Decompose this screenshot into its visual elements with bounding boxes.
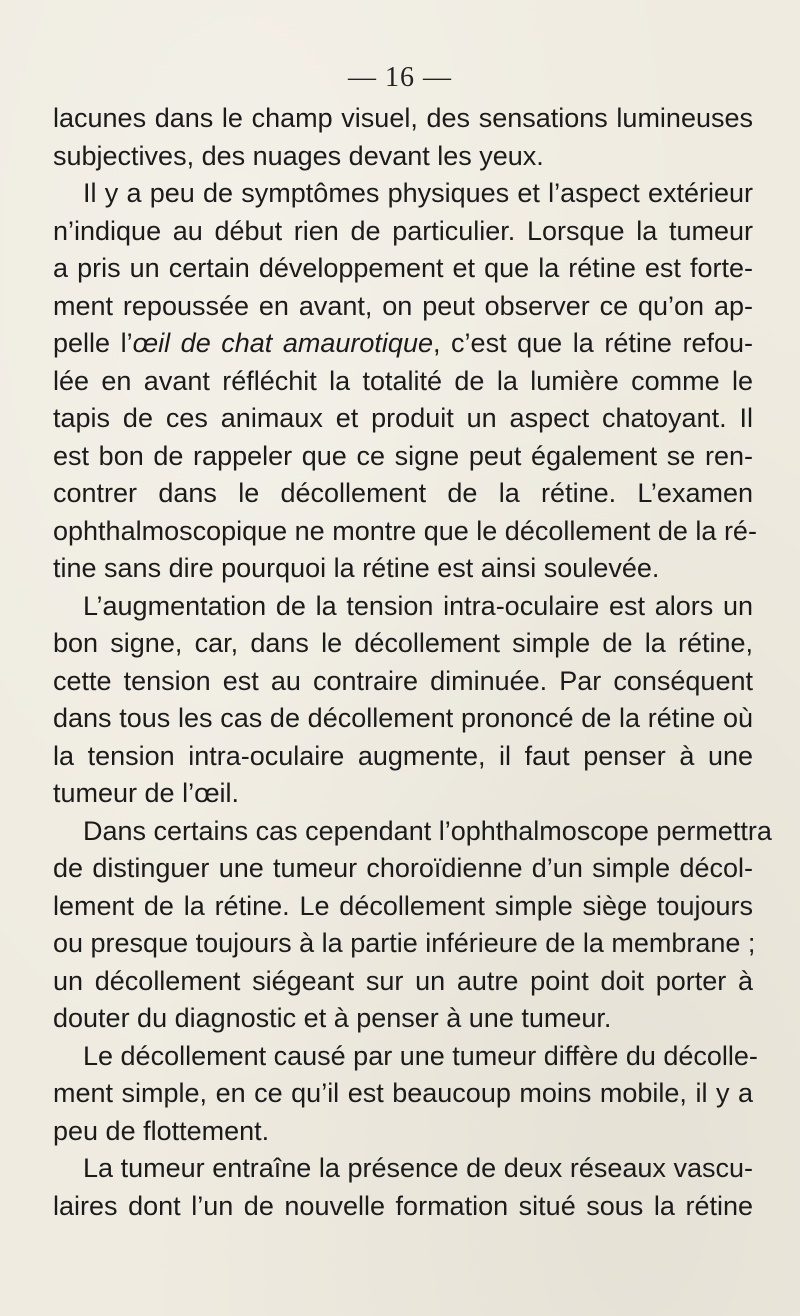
text-segment: pelle l’ (53, 328, 133, 358)
text-line (53, 325, 753, 363)
text-line: ment repoussée en avant, on peut observer ce qu’on ap- (53, 290, 753, 321)
text-line: la tension intra-oculaire augmente, il faut penser à une (53, 740, 753, 771)
text-line: laires dont l’un de nouvelle formation situé sous la rétine (53, 1190, 753, 1221)
text-line: ophthalmoscopique ne montre que le décollement de la ré- (53, 515, 757, 546)
text-line: peu de flottement. (53, 1115, 270, 1146)
text-line: cette tension est au contraire diminuée. Par conséquent (53, 665, 753, 696)
text-line: subjectives, des nuages devant les yeux. (53, 140, 544, 171)
text-line: lement de la rétine. Le décollement simple siège toujours (53, 890, 753, 921)
text-line: tumeur de l’œil. (53, 778, 240, 808)
text-line: L’augmentation de la tension intra-oculaire est alors un (83, 590, 753, 621)
text-segment: , c’est que la rétine refou- (432, 328, 753, 358)
text-line: Dans certains cas cependant l’ophthalmoscope permettra (83, 815, 772, 846)
text-line: Le décollement causé par une tumeur diffère du décolle- (83, 1040, 758, 1071)
text-line: un décollement siégeant sur un autre point doit porter à (53, 965, 753, 996)
text-line: est bon de rappeler que ce signe peut également se ren- (53, 440, 753, 471)
text-line: bon signe, car, dans le décollement simple de la rétine, (53, 628, 753, 658)
italic-term: œil de chat amaurotique (132, 328, 433, 358)
text-line: lacunes dans le champ visuel, des sensations lumineuses (53, 103, 753, 133)
text-line: a pris un certain développement et que la rétine est forte- (53, 253, 753, 283)
text-line: dans tous les cas de décollement prononcé de la rétine où (53, 703, 753, 733)
text-line: tine sans dire pourquoi la rétine est ainsi soulevée. (53, 553, 660, 583)
text-line: La tumeur entraîne la présence de deux réseaux vascu- (83, 1153, 753, 1183)
text-line: contrer dans le décollement de la rétine. L’examen (53, 478, 753, 508)
body-text (53, 100, 772, 1225)
text-line: douter du diagnostic et à penser à une tumeur. (53, 1003, 612, 1033)
text-line: ment simple, en ce qu’il est beaucoup moins mobile, il y a (53, 1078, 753, 1108)
text-line: Il y a peu de symptômes physiques et l’aspect extérieur (83, 178, 753, 208)
text-line: tapis de ces animaux et produit un aspect chatoyant. Il (53, 403, 753, 433)
text-line: de distinguer une tumeur choroïdienne d’un simple décol- (53, 853, 753, 883)
text-line: lée en avant réfléchit la totalité de la lumière comme le (53, 365, 753, 396)
page-number: — 16 — (348, 62, 452, 93)
text-line: ou presque toujours à la partie inférieure de la membrane ; (53, 928, 756, 958)
text-line: n’indique au début rien de particulier. Lorsque la tumeur (53, 215, 753, 246)
